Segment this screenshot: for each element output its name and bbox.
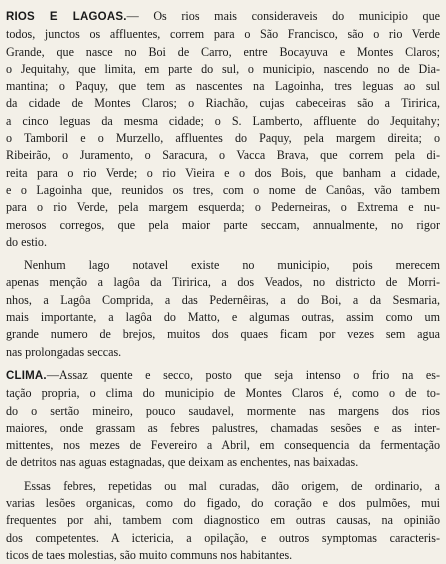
paragraph-lagos [6,257,440,361]
text-line: Nenhum lago notavel existe no municipio, pois merecem [24,258,440,273]
text-line: todos, junctos os affluentes, correm para o São Francisco, são o rio Verde [6,27,440,42]
text-line: grande numero de brejos, muitos dos quaes ficam por vezes sem agua [6,327,440,342]
text-line: para o rio Verde, pela margem esquerda; o Pederneiras, o Extrema e nu- [6,200,440,215]
text-line: dos competentes. A ictericia, a opilação, e outros symptomas caracteris- [6,530,440,545]
text-line: e o Lagoinha que, reunidos os tres, com o nome de Canôas, vão tambem [6,182,440,197]
text-line: maiores, onde grassam as febres palustres, chamadas sesões e as inter- [6,420,440,435]
text-line: ticos de taes molestias, são muito communs nos habitantes. [6,547,293,562]
section-heading-clima: CLIMA. [6,369,47,382]
text-line: varias lesões organicas, como do figado, do coração e dos pulmões, mui [6,496,440,511]
section-heading-rios-e-lagoas: RIOS E LAGOAS. [6,11,127,23]
text-line: mittentes, nos mezes de Fevereiro a Abril, em consequencia da fermentação [6,438,440,453]
text-line: mantina; o Paquy, que tem as nascentes na Lagoinha, tres leguas ao sul [6,79,440,94]
text-line: de detritos nas aguas estagnadas, que deixam as enchentes, nas baixadas. [6,455,359,470]
text-line: Ribeirão, o Juramento, o Saracura, o Vacca Brava, que correm pela di- [6,148,440,163]
text-line: nas prolongadas seccas. [6,344,122,359]
text-line: apenas menção a lagôa da Tiririca, a dos Veados, no districto de Morri- [6,275,440,290]
text-line: Grande, que nasce no Boi de Carro, entre Bocayuva e Montes Claros; [6,44,440,59]
text-line: mais importante, a lagôa do Matto, e algumas outras, assim como um [6,310,440,325]
text-line: do estio. [6,234,47,249]
text-line: o Jequitahy, que limita, em parte do sul, o municipio, nascendo no de Dia- [6,61,440,76]
paragraph-rios-e-lagoas [6,8,440,251]
text-line: tação propria, o clima do municipio de Montes Claros é, como o de to- [6,386,440,401]
paragraph-febres [6,478,440,564]
text-line: reita para o rio Verde; o rio Vieira e o dos Bois, que banham a cidade, [6,165,440,180]
text-line: RIOS E LAGOAS.— Os rios mais consideraveis do municipio que [6,9,440,23]
paragraph-clima [6,367,440,472]
text-line: Essas febres, repetidas ou mal curadas, dão origem, de ordinario, a [24,478,440,493]
text-line: da cidade de Montes Claros; o Riachão, cujas cabeceiras são a Tiririca, [6,96,440,111]
text-line: a cinco leguas da mesma cidade; o S. Lamberto, affluente do Jequitahy; [6,113,440,128]
text-line: o Tamboril e o Murzello, affluentes do Paquy, pela margem direita; o [6,131,440,146]
text-line: merosos corregos, que pela maior parte seccam, annualmente, no rigor [6,217,440,232]
text-line: frequentes por ahi, tambem com diagnostico em outras causas, na opinião [6,513,440,528]
text-line: do o sertão mineiro, pouco saudavel, mormente nas margens dos rios [6,403,440,418]
text-line: nhos, a Lagôa Comprida, a das Pedernêiras, a do Boi, a da Sesmaria, [6,292,440,307]
text-line: CLIMA.—Assaz quente e secco, posto que seja intenso o frio na es- [6,367,440,382]
